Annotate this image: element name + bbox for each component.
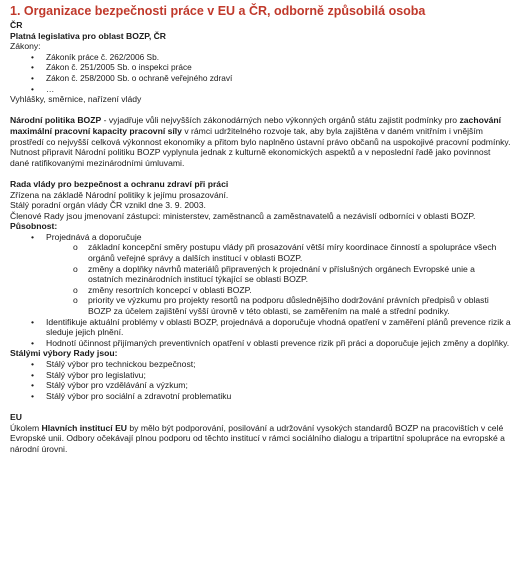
eu-label: EU (10, 411, 22, 422)
national-policy-paragraph (10, 115, 511, 168)
list-item: • Stálý výbor pro vzdělávání a výzkum; (10, 380, 511, 391)
page-title: 1. Organizace bezpečnosti práce v EU a ČR, odborně způsobilá osoba (10, 4, 426, 18)
laws-list (10, 52, 511, 94)
sub-list-item: o změny resortních koncepcí v oblasti BOZP. (10, 285, 511, 296)
legislation-heading: Platná legislativa pro oblast BOZP, ČR (10, 30, 167, 41)
sub-list-item: o změny a doplňky návrhů materiálů připravených k projednání v příslušných orgánech Evropské unie a ostatních mezinárodních institucí týkající se oblasti BOZP. (10, 264, 511, 285)
regulations-line: Vyhlášky, směrnice, nařízení vlády (10, 94, 142, 105)
eu-bold-phrase: Hlavních institucí EU (41, 422, 128, 433)
council-line: Členové Rady jsou jmenovaní zástupci: ministerstev, zaměstnanců a zaměstnavatelů a nezávislí odborníci v oblasti BOZP. (10, 210, 476, 221)
list-item: • Stálý výbor pro sociální a zdravotní problematiku (10, 391, 511, 402)
scope-list (10, 232, 511, 349)
list-item: • Stálý výbor pro technickou bezpečnost; (10, 359, 511, 370)
policy-lead: Národní politika BOZP (10, 115, 102, 126)
cr-label: ČR (10, 20, 23, 30)
list-item: • Identifikuje aktuální problémy v oblasti BOZP, projednává a doporučuje vhodná opatření v zaměření plánů prevence rizik a sleduje jejich plnění. (10, 317, 511, 338)
sub-list-item: o základní koncepční směry postupu vlády při prosazování větší míry koordinace činností a spolupráce všech orgánů veřejné správy a dalších institucí v oblasti BOZP. (10, 242, 511, 263)
council-line: Stálý poradní orgán vlády ČR vznikl dne 3. 9. 2003. (10, 200, 206, 211)
laws-label: Zákony: (10, 41, 41, 52)
list-item: • Zákon č. 251/2005 Sb. o inspekci práce (10, 62, 511, 73)
list-item: • Zákon č. 258/2000 Sb. o ochraně veřejného zdraví (10, 73, 511, 84)
scope-label: Působnost: (10, 221, 58, 232)
eu-paragraph: Úkolem Hlavních institucí EU by mělo být podporování, posilování a udržování vysokých standardů BOZP na pracovištích v celé Evropské unii. Odbory očekávají plnou podporu od těchto institucí v rámci sociálního dialogu a tripartitní spolupráce na evropské a národní úrovni. (10, 422, 505, 454)
policy-text-2: v rámci udržitelného rozvoje tak, aby byla zajištěna v daném vnitřním i vnějším prostředí co nejvyšší celková výkonnost ekonomiky a přitom bylo naplněno ústavní právo občanů na uspokojivé pracovní podmínky. Nutnost připravit Národní politiku BOZP vyplynula jednak z kulturně ekonomických aspektů a v neposlední řadě jako povinnost dané ratifikovanými mezinárodními úmluvami. (10, 125, 511, 168)
scope-sublist (10, 242, 511, 316)
list-item: • Stálý výbor pro legislativu; (10, 370, 511, 381)
list-item: • … (10, 84, 511, 95)
council-heading: Rada vlády pro bezpečnost a ochranu zdraví při práci (10, 178, 229, 189)
list-item: • Projednává a doporučuje o základní koncepční směry postupu vlády při prosazování větší míry koordinace činností a spolupráce všech orgánů veřejné správy a dalších institucí v oblasti BOZP. o změny a doplňky návrhů materiálů připravených k projednání v příslušných orgánech Evropské unie a ostatních mezinárodních institucí týkající se oblasti BOZP. o změny resortních koncepcí v oblasti BOZP. o priority ve výzkumu pro projekty resortů na podporu důslednějšího dodržování právních předpisů v oblasti BOZP za účelem zajištění vyšší úrovně v této oblasti, se zaměřením na malé a střední podniky. (10, 232, 511, 317)
list-item: • Zákoník práce č. 262/2006 Sb. (10, 52, 511, 63)
list-item: • Hodnotí účinnost přijímaných preventivních opatření v oblasti prevence rizik při práci a doporučuje jejich změny a doplňky. (10, 338, 511, 349)
committees-heading: Stálými výbory Rady jsou: (10, 348, 118, 359)
policy-text-1: - vyjadřuje vůli nejvyšších zákonodárných nebo výkonných orgánů státu zajistit podmínky pro (101, 115, 460, 126)
policy-bold-phrase: zachování maximální pracovní kapacity pracovní síly (10, 115, 502, 136)
sub-list-item: o priority ve výzkumu pro projekty resortů na podporu důslednějšího dodržování právních předpisů v oblasti BOZP za účelem zajištění vyšší úrovně v této oblasti, se zaměřením na malé a střední podniky. (10, 295, 511, 316)
council-line: Zřízena na základě Národní politiky k jejímu prosazování. (10, 189, 229, 200)
committees-list (10, 359, 511, 401)
